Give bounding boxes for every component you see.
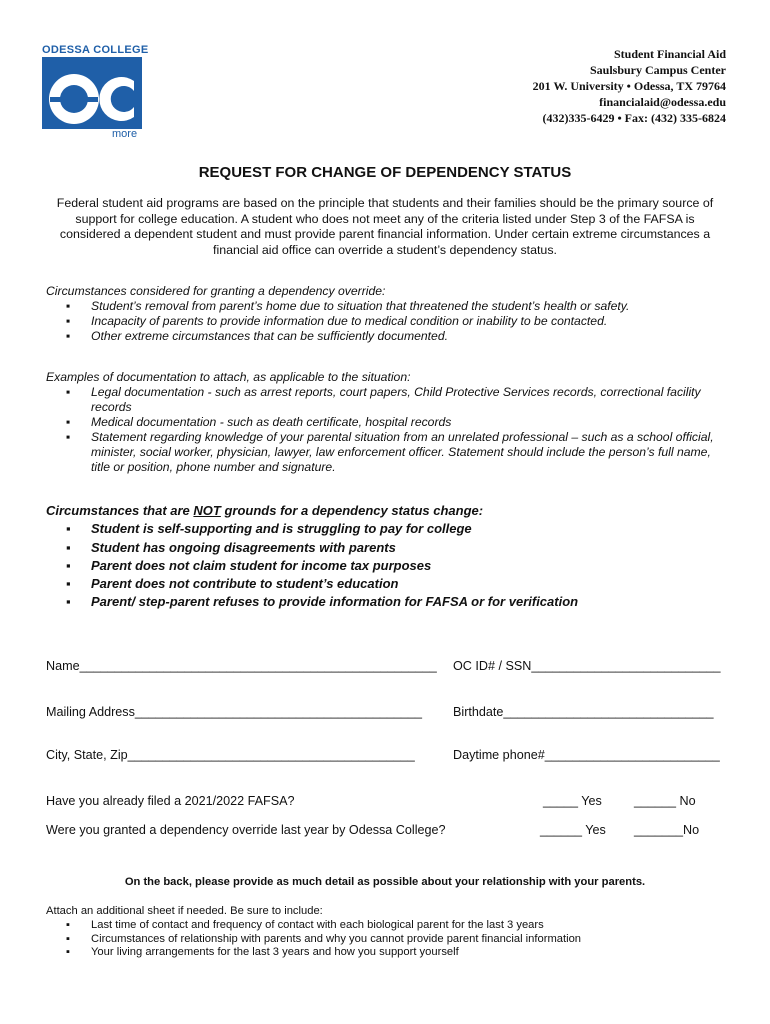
documentation-heading: Examples of documentation to attach, as applicable to the situation: — [46, 370, 411, 384]
override-circumstances — [46, 284, 726, 344]
list-item: ▪ Parent does not contribute to student’s education — [46, 575, 736, 593]
logo-brand: ODESSA COLLEGE — [42, 44, 149, 56]
office-contact-block — [533, 46, 726, 126]
ocid-field[interactable]: OC ID# / SSN___________________________ — [453, 659, 721, 673]
college-logo — [42, 44, 149, 140]
birthdate-field[interactable]: Birthdate______________________________ — [453, 705, 714, 719]
list-item: ▪ Medical documentation - such as death certificate, hospital records — [46, 415, 726, 430]
attach-heading: Attach an additional sheet if needed. Be sure to include: — [46, 905, 323, 917]
heading-emphasis: NOT — [193, 503, 221, 518]
not-grounds-heading — [46, 502, 736, 520]
list-item: ▪ Circumstances of relationship with parents and why you cannot provide parent financial information — [46, 933, 726, 947]
city-state-zip-field[interactable]: City, State, Zip_________________________________________ — [46, 748, 415, 762]
not-grounds-section — [46, 502, 736, 612]
office-email[interactable]: financialaid@odessa.edu — [599, 95, 726, 109]
heading-text: grounds for a dependency status change: — [220, 503, 484, 518]
list-item: ▪ Parent/ step-parent refuses to provide information for FAFSA or for verification — [46, 593, 736, 611]
list-item: ▪ Parent does not claim student for income tax purposes — [46, 557, 736, 575]
override-no[interactable]: _______No — [634, 823, 700, 837]
intro-paragraph: Federal student aid programs are based on the principle that students and their families should be the primary source of support for college education. A student who does not meet any of the criteria listed under Step 3 of the FAFSA is considered a dependent student and must provide parent financial information. Under certain extreme circumstances a financial aid office can override a student’s dependency status. — [56, 196, 714, 257]
office-phone: (432)335-6429 • Fax: (432) 335-6824 — [542, 111, 726, 125]
circumstances-heading: Circumstances considered for granting a dependency override: — [46, 284, 386, 298]
fafsa-filed-no[interactable]: ______ No — [634, 794, 696, 808]
override-yes[interactable]: ______ Yes — [540, 823, 606, 837]
list-item: ▪ Student’s removal from parent’s home due to situation that threatened the student’s health or safety. — [46, 299, 726, 314]
daytime-phone-field[interactable]: Daytime phone#_________________________ — [453, 748, 720, 762]
override-question: Were you granted a dependency override last year by Odessa College? — [46, 823, 446, 837]
oc-logo-mark — [42, 57, 142, 129]
logo-tagline: more — [112, 128, 138, 140]
list-item: ▪ Student has ongoing disagreements with parents — [46, 539, 736, 557]
name-field[interactable]: Name___________________________________________________ — [46, 659, 437, 673]
heading-text: Circumstances that are — [46, 503, 194, 518]
list-item: ▪ Legal documentation - such as arrest reports, court papers, Child Protective Services records, correctional facility records — [46, 385, 726, 415]
attach-instructions — [46, 905, 726, 960]
mailing-address-field[interactable]: Mailing Address_________________________________________ — [46, 705, 423, 719]
office-name: Student Financial Aid — [613, 47, 726, 61]
office-building: Saulsbury Campus Center — [589, 63, 726, 77]
list-item: ▪ Your living arrangements for the last 3 years and how you support yourself — [46, 946, 726, 960]
office-address: 201 W. University • Odessa, TX 79764 — [532, 79, 726, 93]
list-item: ▪ Statement regarding knowledge of your parental situation from an unrelated professional – such as a school official, minister, social worker, physician, lawyer, law enforcement officer. Statement should include the person’s full name, title or position, phone number and signature. — [46, 430, 726, 475]
fafsa-filed-yes[interactable]: _____ Yes — [543, 794, 602, 808]
list-item: ▪ Student is self-supporting and is struggling to pay for college — [46, 520, 736, 538]
list-item: ▪ Incapacity of parents to provide information due to medical condition or inability to be contacted. — [46, 314, 726, 329]
fafsa-filed-question: Have you already filed a 2021/2022 FAFSA? — [46, 794, 295, 808]
documentation-examples — [46, 370, 726, 475]
form-title: REQUEST FOR CHANGE OF DEPENDENCY STATUS — [198, 164, 572, 181]
back-page-note: On the back, please provide as much detail as possible about your relationship with your parents. — [124, 876, 646, 888]
list-item: ▪ Last time of contact and frequency of contact with each biological parent for the last 3 years — [46, 919, 726, 933]
list-item: ▪ Other extreme circumstances that can be sufficiently documented. — [46, 329, 726, 344]
